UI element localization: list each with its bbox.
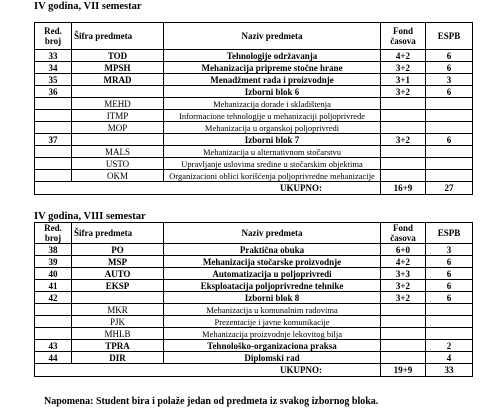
cell-rb — [35, 170, 72, 182]
cell-naziv: Organizacioni oblici korišćenja poljoprivredne mehanizacije — [164, 170, 381, 182]
cell-naziv: Upravljanje uslovima sredine u stočarskim objektima — [164, 158, 381, 170]
cell-espb: 4 — [426, 352, 473, 364]
header-sifra: Šifra predmeta — [72, 223, 164, 244]
cell-rb: 35 — [35, 74, 72, 86]
cell-espb: 6 — [426, 86, 473, 98]
cell-sifra: MRAD — [72, 74, 164, 86]
cell-naziv: Mehanizacija u organskoj poljoprivredi — [164, 122, 381, 134]
cell-espb: 3 — [426, 244, 473, 256]
cell-naziv: Diplomski rad — [164, 352, 381, 364]
cell-fond — [381, 110, 426, 122]
cell-rb — [35, 98, 72, 110]
cell-rb — [35, 158, 72, 170]
cell-naziv: Eksploatacija poljoprivredne tehnike — [164, 280, 381, 292]
cell-rb — [35, 122, 72, 134]
total-fond: 19+9 — [381, 364, 426, 377]
cell-naziv: Mehanizacija u komunalnim radovima — [164, 304, 381, 316]
cell-espb: 6 — [426, 50, 473, 62]
cell-naziv: Prezentacije i javne komunikacije — [164, 316, 381, 328]
cell-naziv: Mehanizacija stočarske proizvodnje — [164, 256, 381, 268]
cell-espb — [426, 328, 473, 340]
cell-fond — [381, 340, 426, 352]
cell-sifra: TOD — [72, 50, 164, 62]
cell-rb: 43 — [35, 340, 72, 352]
cell-rb: 41 — [35, 280, 72, 292]
header-red-broj: Red. broj — [35, 223, 72, 244]
cell-rb: 44 — [35, 352, 72, 364]
cell-sifra: ITMP — [72, 110, 164, 122]
cell-espb: 2 — [426, 340, 473, 352]
table-row — [35, 170, 473, 182]
cell-espb: 6 — [426, 280, 473, 292]
cell-espb — [426, 170, 473, 182]
table-row — [35, 158, 473, 170]
table-row — [35, 74, 473, 86]
table-row — [35, 146, 473, 158]
cell-sifra: DIR — [72, 352, 164, 364]
table-row — [35, 292, 473, 304]
cell-sifra: MALS — [72, 146, 164, 158]
semester-7-table — [34, 22, 473, 195]
total-espb: 27 — [426, 182, 473, 195]
cell-rb — [35, 146, 72, 158]
total-row — [35, 364, 473, 377]
cell-rb: 36 — [35, 86, 72, 98]
cell-sifra: EKSP — [72, 280, 164, 292]
cell-rb: 33 — [35, 50, 72, 62]
cell-espb — [426, 98, 473, 110]
cell-fond — [381, 328, 426, 340]
cell-fond: 3+2 — [381, 280, 426, 292]
cell-fond: 3+3 — [381, 268, 426, 280]
cell-sifra: MOP — [72, 122, 164, 134]
cell-fond: 4+2 — [381, 50, 426, 62]
cell-fond — [381, 352, 426, 364]
cell-rb: 38 — [35, 244, 72, 256]
cell-rb — [35, 328, 72, 340]
cell-rb: 42 — [35, 292, 72, 304]
header-naziv: Naziv predmeta — [164, 223, 381, 244]
cell-espb — [426, 146, 473, 158]
cell-naziv: Mehanizacija u alternativnom stočarstvu — [164, 146, 381, 158]
table-row — [35, 50, 473, 62]
total-label: UKUPNO: — [35, 364, 381, 377]
cell-sifra: PJK — [72, 316, 164, 328]
cell-naziv: Menadžment rada i proizvodnje — [164, 74, 381, 86]
total-label: UKUPNO: — [35, 182, 381, 195]
cell-fond — [381, 316, 426, 328]
cell-rb — [35, 110, 72, 122]
cell-fond — [381, 170, 426, 182]
cell-rb: 40 — [35, 268, 72, 280]
cell-espb — [426, 316, 473, 328]
header-fond: Fond časova — [381, 223, 426, 244]
cell-sifra: MSP — [72, 256, 164, 268]
cell-fond — [381, 304, 426, 316]
cell-sifra: MKR — [72, 304, 164, 316]
table-row — [35, 340, 473, 352]
total-row — [35, 182, 473, 195]
cell-naziv: Mehanizacija proizvodnje lekovitog bilja — [164, 328, 381, 340]
cell-sifra: MHLB — [72, 328, 164, 340]
cell-fond: 6+0 — [381, 244, 426, 256]
cell-fond — [381, 98, 426, 110]
cell-fond: 3+2 — [381, 62, 426, 74]
cell-naziv: Automatizacija u poljoprivredi — [164, 268, 381, 280]
cell-espb: 6 — [426, 292, 473, 304]
table-row — [35, 244, 473, 256]
cell-espb: 6 — [426, 62, 473, 74]
header-fond: Fond časova — [381, 23, 426, 50]
cell-rb — [35, 316, 72, 328]
header-red-broj: Red. broj — [35, 23, 72, 50]
cell-fond: 3+2 — [381, 86, 426, 98]
cell-naziv: Izborni blok 8 — [164, 292, 381, 304]
total-espb: 33 — [426, 364, 473, 377]
header-espb: ESPB — [426, 223, 473, 244]
cell-sifra: USTO — [72, 158, 164, 170]
cell-sifra: OKM — [72, 170, 164, 182]
table-row — [35, 352, 473, 364]
cell-espb — [426, 110, 473, 122]
total-fond: 16+9 — [381, 182, 426, 195]
cell-espb — [426, 122, 473, 134]
table-row — [35, 256, 473, 268]
cell-fond — [381, 146, 426, 158]
table-row — [35, 110, 473, 122]
table-row — [35, 268, 473, 280]
cell-fond — [381, 122, 426, 134]
cell-rb: 39 — [35, 256, 72, 268]
cell-fond: 3+2 — [381, 292, 426, 304]
cell-naziv: Tehnološko-organizaciona praksa — [164, 340, 381, 352]
semester-8-table — [34, 222, 473, 377]
table-row — [35, 98, 473, 110]
cell-sifra: MEHD — [72, 98, 164, 110]
header-espb: ESPB — [426, 23, 473, 50]
cell-espb: 6 — [426, 256, 473, 268]
cell-naziv: Mehanizacija dorade i skladištenja — [164, 98, 381, 110]
footnote: Napomena: Student bira i polaže jedan od predmeta iz svakog izbornog bloka. — [44, 396, 379, 407]
cell-naziv: Informacione tehnologije u mehanizaciji poljoprivrede — [164, 110, 381, 122]
cell-fond: 3+2 — [381, 134, 426, 146]
cell-naziv: Izborni blok 6 — [164, 86, 381, 98]
cell-sifra: AUTO — [72, 268, 164, 280]
cell-rb — [35, 304, 72, 316]
table-row — [35, 280, 473, 292]
cell-espb: 3 — [426, 74, 473, 86]
cell-naziv: Tehnologije održavanja — [164, 50, 381, 62]
cell-rb: 37 — [35, 134, 72, 146]
cell-naziv: Mehanizacija pripreme stočne hrane — [164, 62, 381, 74]
table-row — [35, 62, 473, 74]
table-row — [35, 86, 473, 98]
cell-sifra — [72, 134, 164, 146]
table-row — [35, 328, 473, 340]
cell-espb — [426, 158, 473, 170]
cell-fond — [381, 158, 426, 170]
semester-7-title: IV godina, VII semestar — [34, 1, 142, 12]
cell-naziv: Praktična obuka — [164, 244, 381, 256]
cell-espb: 6 — [426, 134, 473, 146]
table-row — [35, 316, 473, 328]
table-row — [35, 134, 473, 146]
cell-fond: 3+1 — [381, 74, 426, 86]
cell-fond: 4+2 — [381, 256, 426, 268]
cell-espb — [426, 304, 473, 316]
cell-rb: 34 — [35, 62, 72, 74]
header-sifra: Šifra predmeta — [72, 23, 164, 50]
cell-sifra: PO — [72, 244, 164, 256]
cell-naziv: Izborni blok 7 — [164, 134, 381, 146]
semester-8-title: IV godina, VIII semestar — [34, 211, 146, 222]
cell-sifra: MPSH — [72, 62, 164, 74]
table-row — [35, 304, 473, 316]
cell-sifra: TPRA — [72, 340, 164, 352]
cell-espb: 6 — [426, 268, 473, 280]
header-naziv: Naziv predmeta — [164, 23, 381, 50]
cell-sifra — [72, 292, 164, 304]
cell-sifra — [72, 86, 164, 98]
table-row — [35, 122, 473, 134]
